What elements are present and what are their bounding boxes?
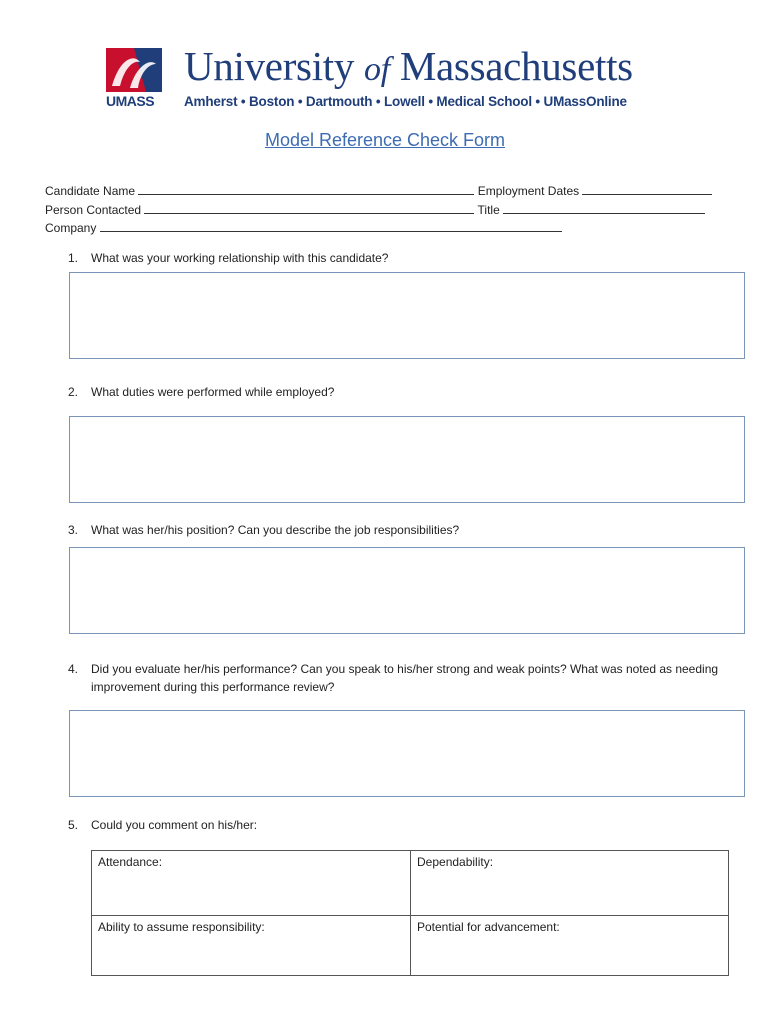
employment-dates-field[interactable] — [582, 183, 712, 195]
person-contacted-field[interactable] — [144, 202, 474, 214]
candidate-name-field[interactable] — [138, 183, 474, 195]
attendance-label: Attendance: — [98, 855, 163, 869]
question-number: 1. — [68, 251, 79, 265]
advancement-cell[interactable] — [411, 916, 728, 975]
candidate-name-label: Candidate Name — [45, 184, 136, 198]
field-row-company — [45, 220, 562, 235]
field-row-candidate — [45, 183, 712, 198]
question-number: 4. — [68, 662, 79, 676]
university-name-prefix: University — [184, 43, 355, 89]
answer-box-1[interactable] — [69, 272, 745, 359]
university-name-suffix: Massachusetts — [399, 43, 633, 89]
advancement-label: Potential for advancement: — [417, 920, 560, 934]
umass-wordmark: UMASS — [106, 93, 155, 109]
question-number: 2. — [68, 385, 79, 399]
title-field[interactable] — [503, 202, 705, 214]
question-text: What was her/his position? Can you describe the job responsibilities? — [91, 523, 460, 537]
university-name — [184, 42, 633, 90]
answer-box-4[interactable] — [69, 710, 745, 797]
question-text: Could you comment on his/her: — [91, 818, 258, 832]
attendance-cell[interactable] — [92, 851, 410, 915]
employment-dates-label: Employment Dates — [477, 184, 580, 198]
form-title: Model Reference Check Form — [264, 130, 506, 150]
responsibility-cell[interactable] — [92, 916, 410, 975]
question-number: 5. — [68, 818, 79, 832]
comment-grid — [91, 850, 729, 976]
university-name-of: of — [364, 51, 390, 88]
answer-box-3[interactable] — [69, 547, 745, 634]
dependability-cell[interactable] — [411, 851, 728, 915]
title-label: Title — [477, 203, 500, 217]
question-text: What duties were performed while employed? — [91, 385, 335, 399]
company-field[interactable] — [100, 220, 562, 232]
question-text: Did you evaluate her/his performance? Can you speak to his/her strong and weak points? What was noted as needing improvement during this performance review? — [91, 662, 719, 694]
campus-list: Amherst • Boston • Dartmouth • Lowell • Medical School • UMassOnline — [184, 94, 627, 109]
person-contacted-label: Person Contacted — [45, 203, 142, 217]
question-number: 3. — [68, 523, 79, 537]
dependability-label: Dependability: — [417, 855, 494, 869]
answer-box-2[interactable] — [69, 416, 745, 503]
university-logo — [106, 43, 666, 112]
responsibility-label: Ability to assume responsibility: — [98, 920, 265, 934]
question-text: What was your working relationship with this candidate? — [91, 251, 389, 265]
company-label: Company — [45, 221, 97, 235]
field-row-contact — [45, 202, 705, 217]
